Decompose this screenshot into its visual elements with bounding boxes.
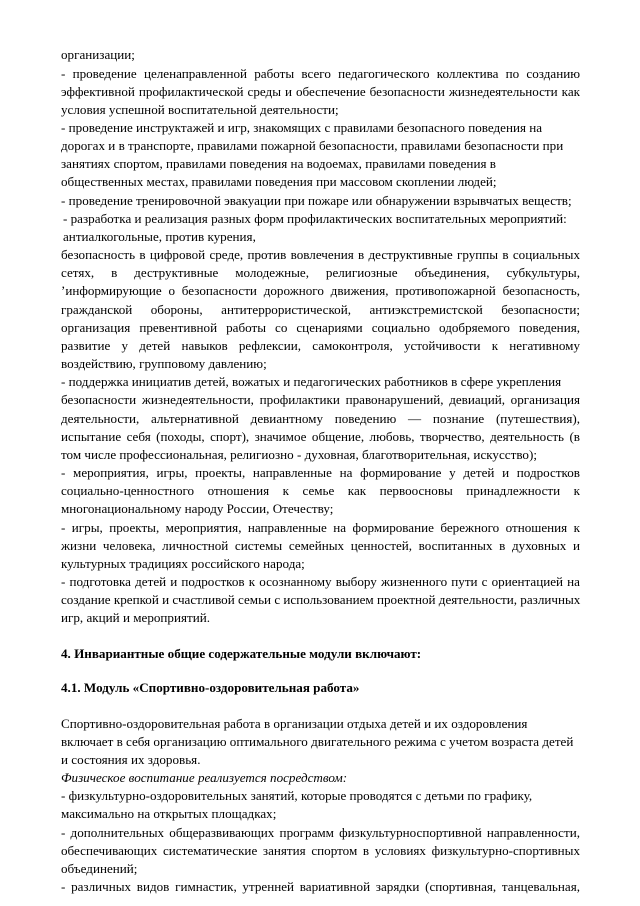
text-line: Физическое воспитание реализуется посредством: [61,770,348,785]
text-line: - разработка и реализация разных форм профилактических воспитательных мероприятий: [63,211,567,226]
text-line: эффективной профилактической среды и обеспечение безопасности жизнедеятельности как [61,84,580,99]
text-line: игр, акций и мероприятий. [61,610,211,625]
text-line: безопасности жизнедеятельности, профилактики правонарушений, девиаций, организация [61,392,580,407]
text-line: организация превентивной работы со сценариями социально одобряемого поведения, [61,320,580,335]
text-line: Спортивно-оздоровительная работа в организации отдыха детей и их оздоровления [61,716,528,731]
text-line: сетях, в деструктивные молодежные, религиозные объединения, субкультуры, [61,265,580,280]
text-line: жизни человека, личностной системы семейных ценностей, воспитанных в духовных и [61,538,580,553]
text-line: организации; [61,47,135,62]
text-line: - проведение тренировочной эвакуации при пожаре или обнаружении взрывчатых веществ; [61,193,572,208]
text-line: культурных традициях российского народа; [61,556,305,571]
text-line: включает в себя организацию оптимального двигательного режима с учетом возраста детей [61,734,574,749]
text-line: занятиях спортом, правилами поведения на водоемах, правилами поведения в [61,156,496,171]
text-line: ’информирующие о безопасности дорожного движения, противопожарной безопасность, [61,283,580,298]
text-line: деятельности, альтернативной девиантному поведению — познание (путешествия), [61,411,580,426]
text-line: воздействию, групповому давлению; [61,356,267,371]
text-line: антиалкогольные, против курения, [63,229,256,244]
text-line: общественных местах, правилами поведения при массовом скоплении людей; [61,174,497,189]
text-line: многонациональному народу России, Отечеству; [61,501,334,516]
text-line: том числе профессиональная, религиозно - духовная, благотворительная, искусство); [61,447,537,462]
text-line: условия успешной воспитательной деятельности; [61,102,339,117]
text-line: - дополнительных общеразвивающих программ физкультурноспортивной направленности, [61,825,580,840]
subsection-heading: 4.1. Модуль «Спортивно-оздоровительная работа» [61,680,360,695]
text-line: максимально на открытых площадках; [61,806,277,821]
text-line: испытание себя (походы, спорт), значимое общение, любовь, творчество, деятельность (в [61,429,580,444]
text-line: создание крепкой и счастливой семьи с использованием проектной деятельности, различных [61,592,581,607]
text-line: развитие у детей навыков рефлексии, самоконтроля, устойчивости к негативному [61,338,580,353]
text-line: объединений; [61,861,138,876]
text-line: - поддержка инициатив детей, вожатых и педагогических работников в сфере укрепления [61,374,562,389]
section-heading: 4. Инвариантные общие содержательные модули включают: [61,646,422,661]
text-line: и состояния их здоровья. [61,752,201,767]
text-line: - проведение целенаправленной работы всего педагогического коллектива по созданию [61,66,580,81]
text-line: гражданской обороны, антитеррористической, антиэкстремистской безопасности; [61,302,580,317]
text-line: - подготовка детей и подростков к осознанному выбору жизненного пути с ориентацией на [61,574,580,589]
text-line: дорогах и в транспорте, правилами пожарной безопасности, правилами безопасности при [61,138,564,153]
text-line: безопасность в цифровой среде, против вовлечения в деструктивные группы в социальных [61,247,580,262]
text-line: обеспечивающих систематические занятия спортом в условиях физкультурно-спортивных [61,843,580,858]
text-line: - игры, проекты, мероприятия, направленные на формирование бережного отношения к [61,520,580,535]
text-line: - физкультурно-оздоровительных занятий, которые проводятся с детьми по графику, [61,788,533,803]
text-line: - различных видов гимнастик, утренней вариативной зарядки (спортивная, танцевальная, [61,879,580,894]
text-line: - мероприятия, игры, проекты, направленные на формирование у детей и подростков [61,465,580,480]
text-line: - проведение инструктажей и игр, знакомящих с правилами безопасного поведения на [61,120,543,135]
text-line: социально-ценностного отношения к семье как первоосновы принадлежности к [61,483,580,498]
